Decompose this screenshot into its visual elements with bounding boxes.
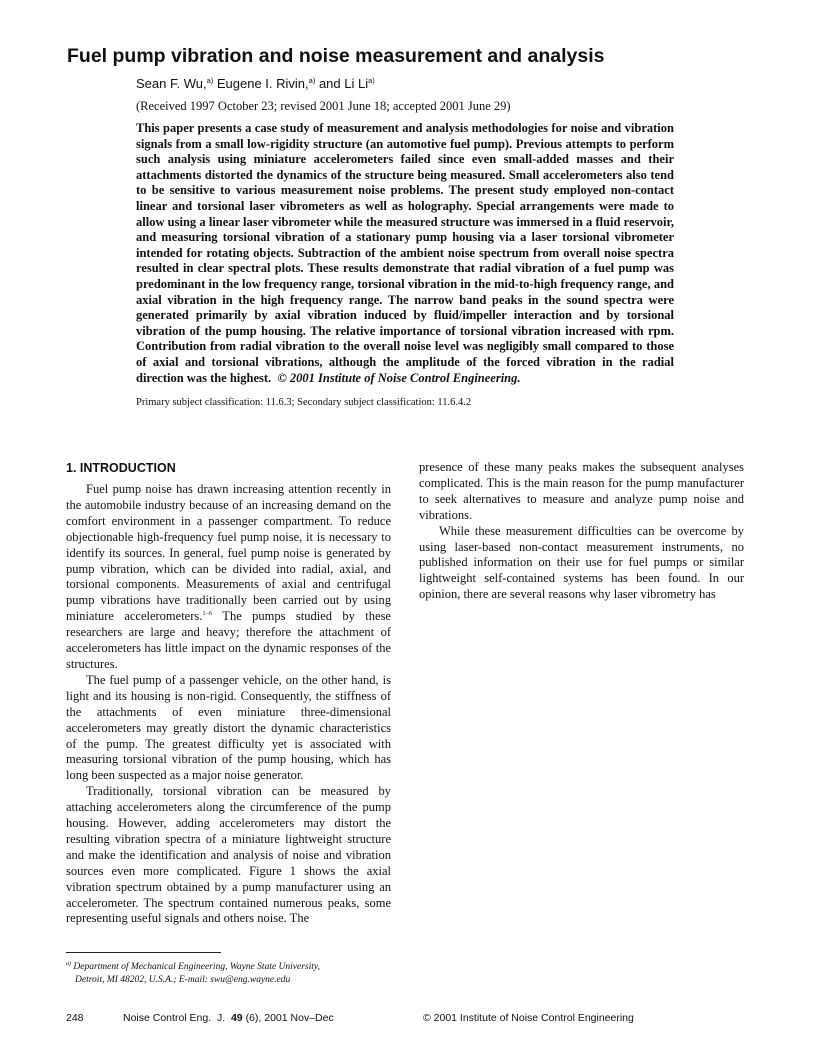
body-paragraph: While these measurement difficulties can be overcome by using laser-based non-contact measurement instruments, no published information on their use for fuel pumps or similar lightweight self-contained systems has been found. In our opinion, there are several reasons why laser vibrometry has [419, 523, 744, 602]
abstract-text: This paper presents a case study of measurement and analysis methodologies for noise and vibration signals from a small low-rigidity structure (an automotive fuel pump). Previous attempts to perform such analysis using miniature accelerometers failed since even small-added masses and their attachments distorted the dynamics of the structure being measured. Small accelerometers also tend to be sensitive to various measurement noise problems. The present study employed non-contact linear and torsional laser vibrometers as well as holography. Special arrangements were made to allow using a linear laser vibrometer while the measured structure was immersed in a fluid reservoir, and measuring torsional vibration of a stationary pump housing via a laser torsional vibrometer intended for rotating objects. Subtraction of the ambient noise spectrum from overall noise spectra resulted in clear spectral plots. These results demonstrate that radial vibration of a fuel pump was predominant in the low frequency range, torsional vibration in the mid-to-high frequency range, and axial vibration in the high frequency range. The narrow band peaks in the sound spectra were generated primarily by axial vibration induced by fluid/impeller interaction and by torsional vibration of the pump housing. The relative importance of torsional vibration increased with rpm. Contribution from radial vibration to the overall noise level was negligibly small compared to those of axial and torsional vibrations, although the amplitude of the forced vibration in the radial direction was the highest. [136, 121, 674, 385]
citation-ref: 1–6 [202, 610, 213, 618]
abstract [136, 121, 674, 386]
author-name: Sean F. Wu, [136, 76, 207, 91]
paragraph-text: The pumps studied by these researchers are large and heavy; therefore the attachment of accelerometers has little impact on the dynamic responses of the structures. [66, 609, 391, 671]
author-name: Eugene I. Rivin, [216, 76, 309, 91]
body-paragraph [66, 482, 391, 673]
journal-citation [123, 1012, 334, 1024]
footnote-rule [66, 952, 221, 953]
footnote-line: Department of Mechanical Engineering, Wayne State University, [73, 962, 320, 972]
affiliation-mark: a) [308, 76, 316, 85]
footnote-mark: a) [66, 961, 71, 967]
subject-classification: Primary subject classification: 11.6.3; Secondary subject classification: 11.6.4.2 [136, 397, 472, 408]
footer-copyright: © 2001 Institute of Noise Control Engineering [423, 1012, 634, 1024]
journal-name: Noise Control Eng. J. [123, 1012, 231, 1024]
left-column [66, 460, 391, 927]
page-number: 248 [66, 1012, 84, 1024]
journal-volume: 49 [230, 1012, 243, 1024]
paper-title: Fuel pump vibration and noise measurement and analysis [67, 45, 605, 67]
body-paragraph: presence of these many peaks makes the subsequent analyses complicated. This is the main reason for the pump manufacturer to seek alternatives to measure and analyze pump noise and vibrations. [419, 460, 744, 522]
author-list [136, 75, 375, 92]
abstract-copyright: © 2001 Institute of Noise Control Engineering. [277, 370, 521, 385]
footnote [66, 961, 396, 987]
journal-issue: (6), 2001 Nov–Dec [242, 1012, 334, 1024]
author-name: and Li Li [318, 76, 369, 91]
received-dates: (Received 1997 October 23; revised 2001 June 18; accepted 2001 June 29) [136, 99, 511, 113]
section-heading: 1. INTRODUCTION [66, 461, 176, 475]
right-column [419, 460, 744, 603]
footnote-line: Detroit, MI 48202, U.S.A.; E-mail: swu@eng.wayne.edu [75, 975, 291, 985]
affiliation-mark: a) [368, 76, 375, 85]
paragraph-text: Fuel pump noise has drawn increasing attention recently in the automobile industry because of an increasing demand on the comfort environment in a passenger compartment. To reduce objectionable high-frequency fuel pump noise, it is necessary to identify its sources. In general, fuel pump noise is generated by pump vibration, which can be divided into radial, axial, and torsional components. Measurements of axial and centrifugal pump vibrations have traditionally been carried out by using miniature accelerometers. [66, 482, 391, 624]
body-paragraph: The fuel pump of a passenger vehicle, on the other hand, is light and its housing is non-rigid. Consequently, the stiffness of the attachments of even miniature three-dimensional accelerometers may greatly distort the dynamic characteristics of the pump. The greatest difficulty yet is associated with measuring torsional vibration of the pump housing, which has long been suspected as a major noise generator. [66, 672, 391, 783]
affiliation-mark: a) [206, 76, 214, 85]
body-paragraph: Traditionally, torsional vibration can be measured by attaching accelerometers along the circumference of the pump housing. However, adding accelerometers may distort the resulting vibration spectra of a miniature lightweight structure and make the identification and analysis of noise and vibration sources even more complicated. Figure 1 shows the axial vibration spectrum obtained by a pump manufacturer using an accelerometer. The spectrum contained numerous peaks, some representing useful signals and others noise. The [66, 784, 391, 926]
